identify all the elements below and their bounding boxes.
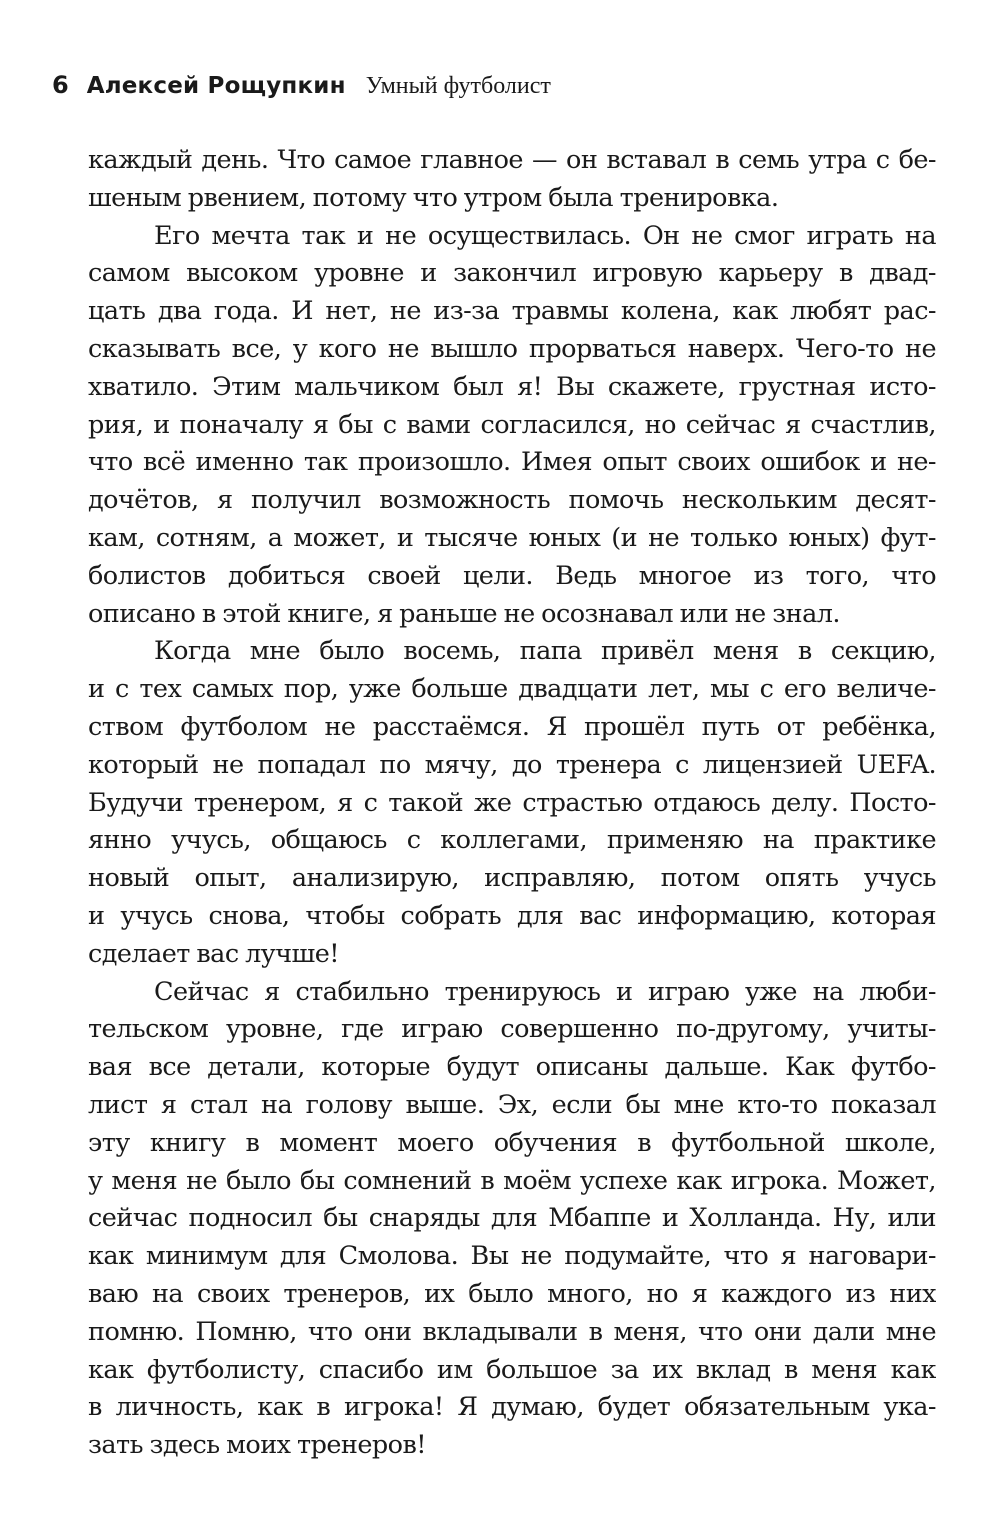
text-line: который не попадал по мячу, до тренера с лицензией UEFA.	[88, 749, 936, 780]
paragraph-first-line: Когда мне было восемь, папа привёл меня в секцию,	[154, 636, 936, 667]
book-title: Умный футболист	[365, 73, 551, 99]
text-line: сделает вас лучше!	[88, 938, 339, 969]
text-line: в личность, как в игрока! Я думаю, будет обязательным ука-	[88, 1392, 936, 1423]
text-line: Будучи тренером, я с такой же страстью отдаюсь делу. Посто-	[88, 787, 936, 818]
text-line: кам, сотням, а может, и тысяче юных (и не только юных) фут-	[88, 522, 936, 553]
paragraph-first-line: Сейчас я стабильно тренируюсь и играю уже на люби-	[154, 976, 936, 1007]
text-line: помню. Помню, что они вкладывали в меня, что они дали мне	[88, 1316, 936, 1347]
text-line: лист я стал на голову выше. Эх, если бы мне кто-то показал	[88, 1089, 936, 1120]
text-line: и с тех самых пор, уже больше двадцати лет, мы с его величе-	[88, 674, 936, 705]
text-line: ством футболом не расстаёмся. Я прошёл путь от ребёнка,	[88, 711, 936, 742]
text-line: рия, и поначалу я бы с вами согласился, но сейчас я счастлив,	[88, 409, 936, 440]
text-line: описано в этой книге, я раньше не осознавал или не знал.	[88, 598, 840, 629]
text-line: и учусь снова, чтобы собрать для вас информацию, которая	[88, 900, 936, 931]
text-line: каждый день. Что самое главное — он вставал в семь утра с бе-	[88, 145, 936, 175]
text-line: хватило. Этим мальчиком был я! Вы скажете, грустная исто-	[88, 371, 936, 402]
page-number: 6	[52, 71, 69, 99]
text-line: шеным рвением, потому что утром была тренировка.	[88, 182, 779, 213]
text-line: цать два года. И нет, не из-за травмы колена, как любят рас-	[88, 296, 936, 327]
running-head	[52, 71, 551, 107]
text-line: ваю на своих тренеров, их было много, но я каждого из них	[88, 1278, 936, 1309]
text-line: зать здесь моих тренеров!	[88, 1430, 426, 1461]
paragraph-first-line: Его мечта так и не осуществилась. Он не смог играть на	[154, 220, 936, 251]
body-text	[88, 142, 936, 1465]
text-line: янно учусь, общаюсь с коллегами, применяю на практике	[88, 825, 936, 856]
text-line: дочётов, я получил возможность помочь нескольким десят-	[88, 485, 936, 516]
text-line: самом высоком уровне и закончил игровую карьеру в двад-	[88, 258, 936, 289]
author-name: Алексей Рощупкин	[86, 73, 346, 99]
text-line: что всё именно так произошло. Имея опыт своих ошибок и не-	[88, 447, 936, 478]
text-line: сказывать все, у кого не вышло прорваться наверх. Чего-то не	[88, 333, 936, 364]
text-line: сейчас подносил бы снаряды для Мбаппе и Холланда. Ну, или	[88, 1203, 936, 1234]
text-line: эту книгу в момент моего обучения в футбольной школе,	[88, 1127, 936, 1158]
text-line: вая все детали, которые будут описаны дальше. Как футбо-	[88, 1052, 936, 1083]
text-line: у меня не было бы сомнений в моём успехе как игрока. Может,	[88, 1165, 936, 1196]
text-line: как минимум для Смолова. Вы не подумайте, что я наговари-	[88, 1241, 936, 1272]
text-line: новый опыт, анализирую, исправляю, потом опять учусь	[88, 863, 936, 894]
text-line: болистов добиться своей цели. Ведь многое из того, что	[88, 560, 936, 591]
text-line: как футболисту, спасибо им большое за их вклад в меня как	[88, 1354, 936, 1385]
text-line: тельском уровне, где играю совершенно по-другому, учиты-	[88, 1014, 936, 1045]
